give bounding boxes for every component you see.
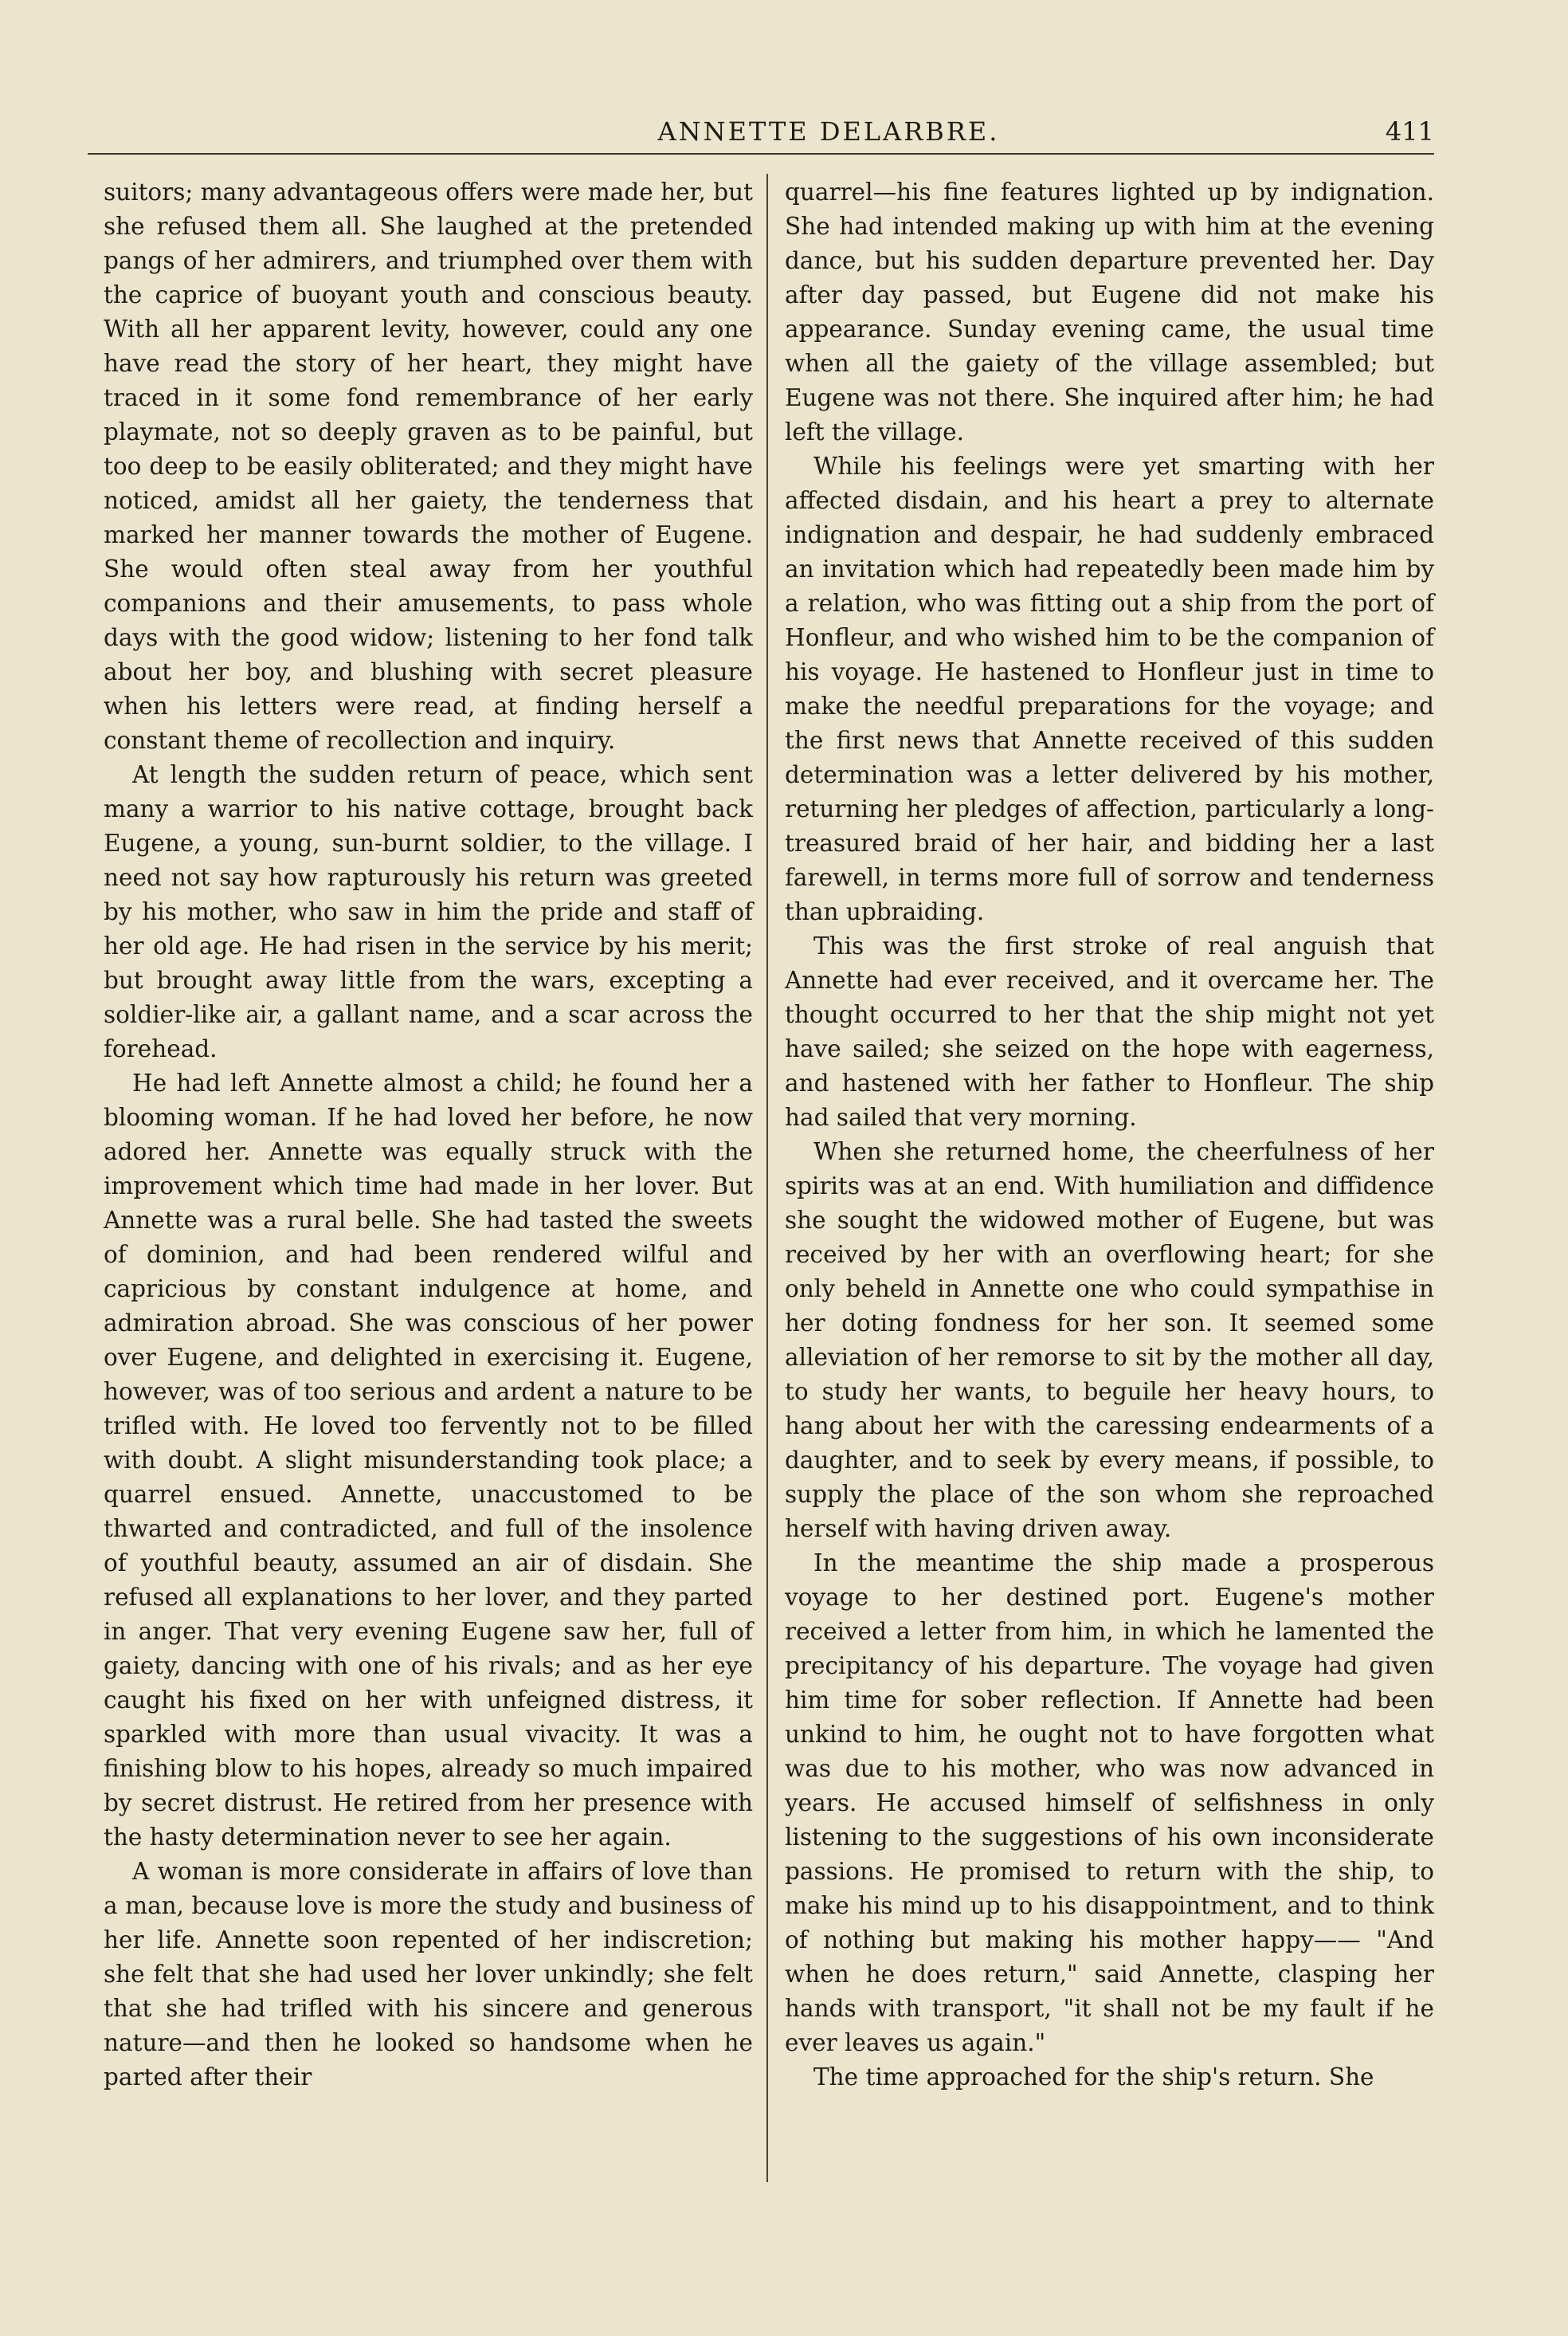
page-header [88,112,1434,151]
header-rule [88,153,1434,155]
paragraph: The time approached for the ship's return. She [813,2063,1374,2091]
paragraph: suitors; many advantageous offers were made her, but she refused them all. She laughed at the pretended pangs of her admirers, and triumphed over them with the caprice of buoyant youth and conscious beauty. With all her apparent levity, however, could any one have read the story of her heart, they might have traced in it some fond remembrance of her early playmate, not so deeply graven as to be painful, but too deep to be easily obliterated; and they might have noticed, amidst all her gaiety, the tenderness that marked her manner towards the mother of Eugene. She would often steal away from her youthful companions and their amusements, to pass whole days with the good widow; listening to her fond talk about her boy, and blushing with secret pleasure when his letters were read, at finding herself a constant theme of recollection and inquiry. [104,179,753,754]
paragraph: In the meantime the ship made a prosperous voyage to her destined port. Eugene's mother received a letter from him, in which he lamented the precipitancy of his departure. The voyage had given him time for sober reflection. If Annette had been unkind to him, he ought not to have forgotten what was due to his mother, who was now advanced in years. He accused himself of selfishness in only listening to the suggestions of his own inconsiderate passions. He promised to return with the ship, to make his mind up to his disappointment, and to think of nothing but making his mother happy—— "And when he does return," said Annette, clasping her hands with transport, "it shall not be my fault if he ever leaves us again." [785,1549,1434,2056]
left-column [104,175,753,2095]
paragraph: When she returned home, the cheerfulness of her spirits was at an end. With humiliation and diffidence she sought the widowed mother of Eugene, but was received by her with an overflowing heart; for she only beheld in Annette one who could sympathise in her doting fondness for her son. It seemed some alleviation of her remorse to sit by the mother all day, to study her wants, to beguile her heavy hours, to hang about her with the caressing endearments of a daughter, and to seek by every means, if possible, to supply the place of the son whom she reproached herself with having driven away. [785,1138,1434,1542]
paragraph: A woman is more considerate in affairs of love than a man, because love is more the study and business of her life. Annette soon repented of her indiscretion; she felt that she had used her lover unkindly; she felt that she had trifled with his sincere and generous nature—and then he looked so handsome when he parted after their [104,1858,753,2091]
column-divider [766,174,768,2182]
paragraph: This was the first stroke of real anguish that Annette had ever received, and it overcame her. The thought occurred to her that the ship might not yet have sailed; she seized on the hope with eagerness, and hastened with her father to Honfleur. The ship had sailed that very morning. [785,932,1434,1131]
paragraph: quarrel—his fine features lighted up by indignation. She had intended making up with him at the evening dance, but his sudden departure prevented her. Day after day passed, but Eugene did not make his appearance. Sunday evening came, the usual time when all the gaiety of the village assembled; but Eugene was not there. She inquired after him; he had left the village. [785,179,1434,446]
running-title: ANNETTE DELARBRE. [657,116,1000,147]
paragraph: At length the sudden return of peace, which sent many a warrior to his native cottage, brought back Eugene, a young, sun-burnt soldier, to the village. I need not say how rapturously his return was greeted by his mother, who saw in him the pride and staff of her old age. He had risen in the service by his merit; but brought away little from the wars, excepting a soldier-like air, a gallant name, and a scar across the forehead. [104,761,753,1062]
right-column [785,175,1434,2095]
page-number: 411 [1385,116,1434,147]
paragraph: While his feelings were yet smarting with her affected disdain, and his heart a prey to alternate indignation and despair, he had suddenly embraced an invitation which had repeatedly been made him by a relation, who was fitting out a ship from the port of Honfleur, and who wished him to be the companion of his voyage. He hastened to Honfleur just in time to make the needful preparations for the voyage; and the first news that Annette received of this sudden determination was a letter delivered by his mother, returning her pledges of affection, particularly a long-treasured braid of her hair, and bidding her a last farewell, in terms more full of sorrow and tenderness than upbraiding. [785,453,1434,925]
paragraph: He had left Annette almost a child; he found her a blooming woman. If he had loved her before, he now adored her. Annette was equally struck with the improvement which time had made in her lover. But Annette was a rural belle. She had tasted the sweets of dominion, and had been rendered wilful and capricious by constant indulgence at home, and admiration abroad. She was conscious of her power over Eugene, and delighted in exercising it. Eugene, however, was of too serious and ardent a nature to be trifled with. He loved too fervently not to be filled with doubt. A slight misunderstanding took place; a quarrel ensued. Annette, unaccustomed to be thwarted and contradicted, and full of the insolence of youthful beauty, assumed an air of disdain. She refused all explanations to her lover, and they parted in anger. That very evening Eugene saw her, full of gaiety, dancing with one of his rivals; and as her eye caught his fixed on her with unfeigned distress, it sparkled with more than usual vivacity. It was a finishing blow to his hopes, already so much impaired by secret distrust. He retired from her presence with the hasty determination never to see her again. [104,1070,753,1851]
